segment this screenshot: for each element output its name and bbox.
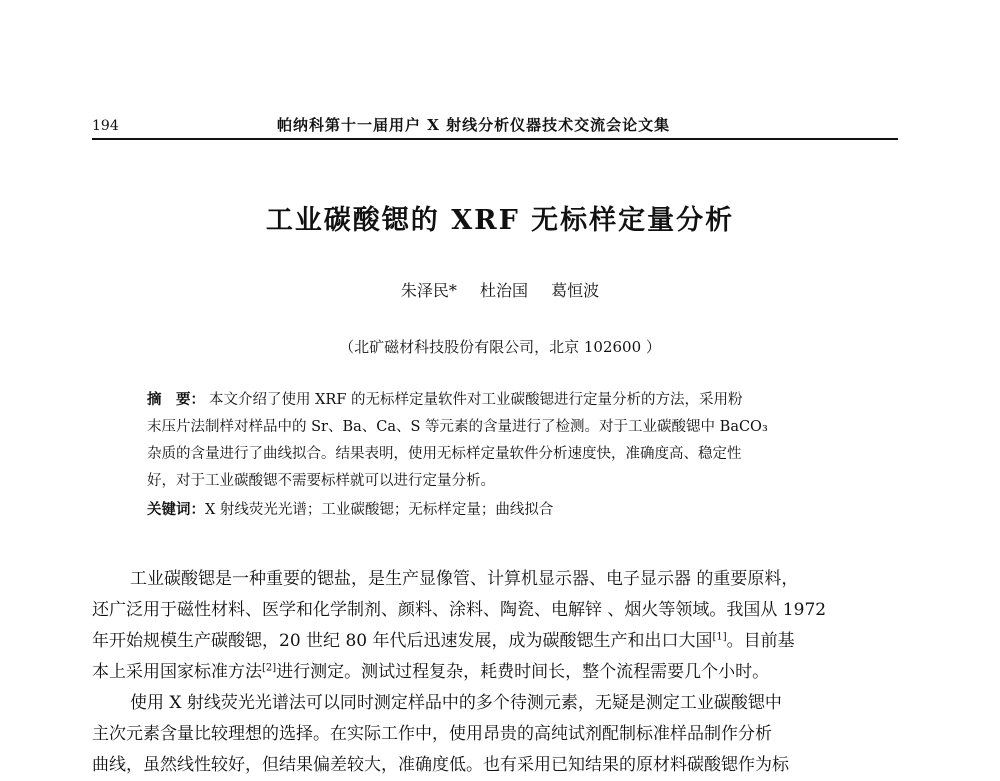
author: 葛恒波 bbox=[551, 281, 600, 300]
body-line bbox=[92, 657, 900, 688]
abstract-line: 末压片法制样对样品中的 Sr、Ba、Ca、S 等元素的含量进行了检测。对于工业碳酸锶中 BaCO₃ bbox=[147, 419, 768, 435]
abstract bbox=[147, 386, 847, 495]
abstract-line: 好，对于工业碳酸锶不需要标样就可以进行定量分析。 bbox=[147, 473, 495, 489]
abstract-text: 本文介绍了使用 XRF 的无标样定量软件对工业碳酸锶进行定量分析的方法，采用粉 bbox=[209, 392, 743, 408]
author-list bbox=[0, 278, 1000, 301]
abstract-label: 摘 要： bbox=[147, 391, 205, 408]
citation-ref[interactable]: [2] bbox=[262, 662, 277, 674]
body-text-segment: 本上采用国家标准方法 bbox=[92, 662, 262, 682]
body-line bbox=[92, 626, 900, 657]
author: 杜治国 bbox=[479, 281, 528, 300]
body-text-segment: 进行测定。测试过程复杂，耗费时间长，整个流程需要几个小时。 bbox=[276, 662, 770, 682]
body-line: 曲线，虽然线性较好，但结果偏差较大，准确度低。也有采用已知结果的原材料碳酸锶作为标 bbox=[92, 755, 789, 775]
citation-ref[interactable]: [1] bbox=[712, 631, 727, 643]
abstract-line: 杂质的含量进行了曲线拟合。结果表明，使用无标样定量软件分析速度快，准确度高、稳定性 bbox=[147, 446, 742, 462]
body-text-segment: 年开始规模生产碳酸锶，20 世纪 80 年代后迅速发展，成为碳酸锶生产和出口大国 bbox=[92, 631, 713, 651]
body-line: 使用 X 射线荧光光谱法可以同时测定样品中的多个待测元素，无疑是测定工业碳酸锶中 bbox=[130, 693, 782, 713]
body-line: 主次元素含量比较理想的选择。在实际工作中，使用昂贵的高纯试剂配制标准样品制作分析 bbox=[92, 724, 772, 744]
paper-title: 工业碳酸锶的 XRF 无标样定量分析 bbox=[265, 205, 735, 236]
body-text-segment: 。目前基 bbox=[726, 631, 795, 651]
body-line: 工业碳酸锶是一种重要的锶盐，是生产显像管、计算机显示器、电子显示器 的重要原料， bbox=[130, 569, 799, 589]
keywords-label: 关键词： bbox=[147, 501, 205, 518]
body-text bbox=[92, 564, 900, 781]
running-header bbox=[92, 112, 897, 138]
body-line: 还广泛用于磁性材料、医学和化学制剂、颜料、涂料、陶瓷、电解锌 、烟火等领域。我国从 1972 bbox=[92, 600, 827, 620]
page-number: 194 bbox=[92, 118, 119, 134]
journal-title: 帕纳科第十一届用户 X 射线分析仪器技术交流会论文集 bbox=[277, 116, 671, 134]
header-rule bbox=[92, 138, 898, 140]
author: 朱泽民* bbox=[400, 281, 457, 300]
affiliation: （北矿磁材科技股份有限公司，北京 102600 ） bbox=[339, 338, 661, 356]
keywords bbox=[147, 496, 847, 524]
abstract-line bbox=[147, 386, 847, 414]
keywords-text: X 射线荧光光谱；工业碳酸锶；无标样定量；曲线拟合 bbox=[205, 502, 554, 518]
